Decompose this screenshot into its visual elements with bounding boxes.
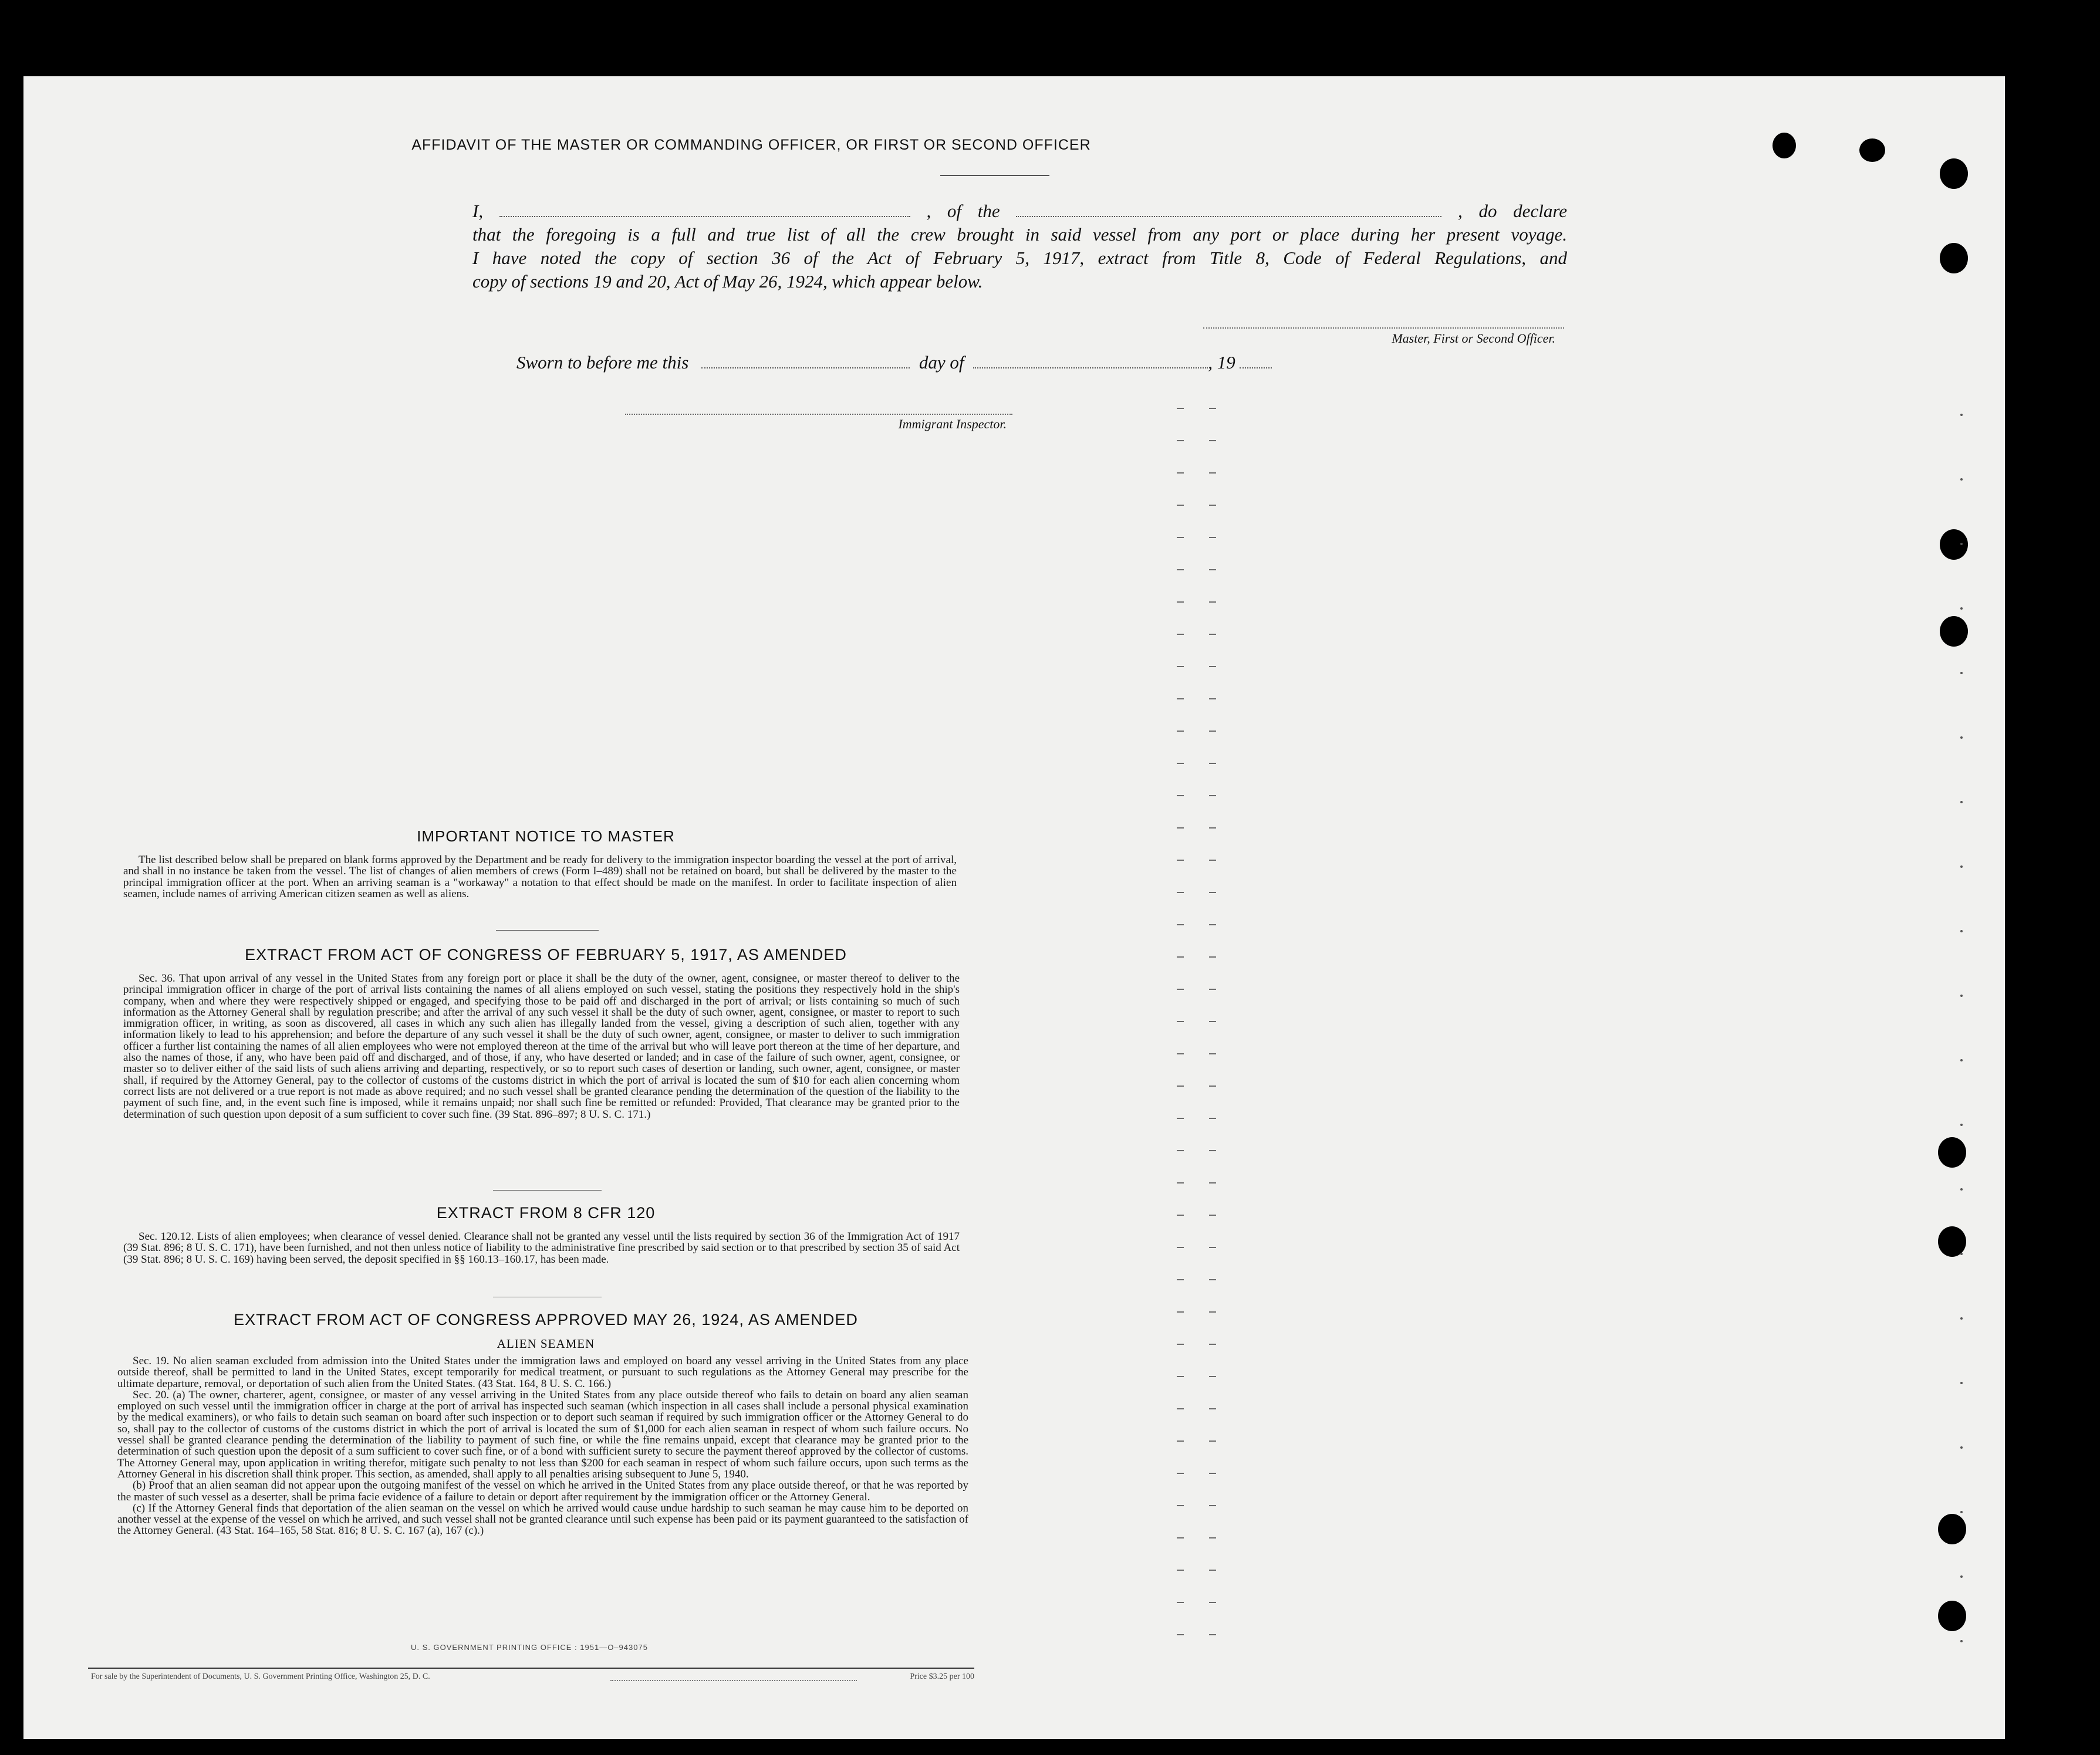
faint-tick-mark: [1209, 408, 1216, 409]
faint-dot-mark: [1960, 1575, 1963, 1578]
master-label: Master, First or Second Officer.: [1392, 331, 1555, 346]
extract-cfr-body: [123, 1231, 960, 1265]
faint-tick-mark: [1209, 601, 1216, 603]
faint-dot-mark: [1960, 672, 1963, 674]
sec-120-text: Sec. 120.12. Lists of alien employees; when clearance of vessel denied. Clearance shall not be granted any vessel until the lists required by section 36 of the Immigration Act of 1917 (39 Stat. 896; 8 U. S. C. 171), have been furnished, and not then unless notice of liability to the administrative fine prescribed by said section or to that prescribed by section 35 of said Act (39 Stat. 896; 8 U. S. C. 169) having been served, the deposit specified in §§ 160.13–160.17, has been made.: [123, 1230, 960, 1266]
faint-tick-mark: [1177, 1440, 1184, 1442]
faint-tick-mark: [1177, 698, 1184, 699]
faint-tick-mark: [1209, 1247, 1216, 1248]
faint-tick-mark: [1177, 1473, 1184, 1474]
faint-dot-mark: [1960, 1253, 1963, 1255]
faint-tick-mark: [1177, 1311, 1184, 1313]
faint-tick-mark: [1177, 1150, 1184, 1151]
faint-tick-mark: [1209, 1344, 1216, 1345]
faint-tick-mark: [1177, 924, 1184, 925]
footer-sale-text: For sale by the Superintendent of Documents, U. S. Government Printing Office, Washington 25, D. C.: [91, 1672, 430, 1681]
faint-tick-mark: [1177, 827, 1184, 829]
faint-dot-mark: [1960, 478, 1963, 481]
faint-dot-mark: [1960, 1059, 1963, 1061]
year-prefix: , 19: [1208, 352, 1235, 373]
faint-tick-mark: [1177, 1602, 1184, 1603]
faint-dot-mark: [1960, 1640, 1963, 1642]
faint-tick-mark: [1209, 731, 1216, 732]
punch-hole-4: [1940, 616, 1968, 647]
affidavit-title: AFFIDAVIT OF THE MASTER OR COMMANDING OFFICER, OR FIRST OR SECOND OFFICER: [411, 137, 1091, 153]
faint-dot-mark: [1960, 1446, 1963, 1449]
faint-dot-mark: [1960, 736, 1963, 739]
name-field[interactable]: [499, 203, 910, 217]
affidavit-line-2: that the foregoing is a full and true list of all the crew brought in said vessel from any port or place during her present voyage.: [472, 224, 1567, 245]
faint-tick-mark: [1177, 989, 1184, 990]
faint-tick-mark: [1209, 989, 1216, 990]
faint-tick-mark: [1209, 537, 1216, 538]
ink-blot-1: [1772, 133, 1796, 158]
sworn-text: Sworn to before me this: [516, 352, 689, 373]
footer-rule: [88, 1668, 974, 1669]
punch-hole-5: [1938, 1137, 1966, 1168]
faint-tick-mark: [1209, 1440, 1216, 1442]
faint-tick-mark: [1209, 1118, 1216, 1119]
faint-dot-mark: [1960, 995, 1963, 997]
faint-tick-mark: [1209, 440, 1216, 441]
affidavit-of-the: , of the: [926, 201, 1000, 221]
faint-tick-mark: [1177, 1086, 1184, 1087]
faint-tick-mark: [1209, 1570, 1216, 1571]
punch-hole-3: [1940, 529, 1968, 560]
day-of-text: day of: [919, 352, 964, 373]
alien-seamen-subtitle: ALIEN SEAMEN: [497, 1337, 595, 1351]
faint-tick-mark: [1177, 1344, 1184, 1345]
notice-title: IMPORTANT NOTICE TO MASTER: [417, 827, 675, 845]
faint-tick-mark: [1209, 1086, 1216, 1087]
printer-line: U. S. GOVERNMENT PRINTING OFFICE : 1951—O–943075: [411, 1643, 648, 1652]
punch-hole-8: [1938, 1601, 1966, 1631]
faint-dot-mark: [1960, 930, 1963, 932]
extract-cfr-title: EXTRACT FROM 8 CFR 120: [436, 1204, 656, 1222]
faint-tick-mark: [1177, 601, 1184, 603]
faint-tick-mark: [1177, 634, 1184, 635]
faint-tick-mark: [1209, 1182, 1216, 1183]
sec-20a-text: Sec. 20. (a) The owner, charterer, agent, consignee, or master of any vessel arriving in the United States from any place outside thereof who fails to detain on board any alien seaman employed on such vessel until the immigration officer in charge at the port of arrival has inspected such seaman (which inspection in all cases shall include a personal physical examination by the medical examiners), or who fails to detain such seaman on board after such inspection or to deport such seaman if required by such immigration officer or the Attorney General to do so, shall pay to the collector of customs of the customs district in which the port of arrival is located the sum of $1,000 for each alien seaman in respect of whom such failure occurs. No vessel shall be granted clearance pending the determination of the liability to payment of such fine, or while the fine remains unpaid, except that clearance may be granted prior to the determination of such question upon the deposit of a sum sufficient to cover such fine, or of a bond with sufficient surety to secure the payment thereof approved by the collector of customs. The Attorney General may, upon application in writing therefor, mitigate such penalty to not less than $200 for each seaman in respect of whom such failure occurs, upon such terms as the Attorney General in his discretion shall think proper. This section, as amended, shall apply to all penalties arising subsequent to June 5, 1940.: [117, 1388, 968, 1480]
footer-price: Price $3.25 per 100: [910, 1672, 974, 1681]
faint-tick-mark: [1177, 569, 1184, 570]
faint-tick-mark: [1209, 505, 1216, 506]
punch-hole-7: [1938, 1514, 1966, 1544]
faint-tick-mark: [1177, 892, 1184, 893]
faint-dot-mark: [1960, 1124, 1963, 1126]
faint-tick-mark: [1209, 924, 1216, 925]
faint-tick-mark: [1177, 1570, 1184, 1571]
faint-tick-mark: [1177, 408, 1184, 409]
faint-tick-mark: [1209, 763, 1216, 764]
faint-tick-mark: [1177, 1279, 1184, 1280]
sworn-month-field[interactable]: [973, 354, 1208, 368]
faint-tick-mark: [1177, 1021, 1184, 1022]
faint-tick-mark: [1177, 763, 1184, 764]
footer-dot-leader: [610, 1680, 857, 1681]
sec-20b-text: (b) Proof that an alien seaman did not appear upon the outgoing manifest of the vessel on which he arrived in the United States from any place outside thereof, or that he was reported by the master of such vessel as a deserter, shall be prima facie evidence of a failure to detain or deport after requirement by the immigration officer or the Attorney General.: [117, 1479, 968, 1503]
faint-tick-mark: [1177, 666, 1184, 667]
faint-tick-mark: [1209, 1150, 1216, 1151]
extract-1917-title: EXTRACT FROM ACT OF CONGRESS OF FEBRUARY 5, 1917, AS AMENDED: [245, 946, 847, 963]
faint-dot-mark: [1960, 1511, 1963, 1513]
faint-tick-mark: [1209, 1602, 1216, 1603]
faint-tick-mark: [1177, 1182, 1184, 1183]
inspector-signature-line[interactable]: [625, 414, 1012, 415]
faint-tick-mark: [1209, 1505, 1216, 1506]
faint-tick-mark: [1209, 1053, 1216, 1054]
faint-dot-mark: [1960, 414, 1963, 416]
faint-dot-mark: [1960, 1317, 1963, 1320]
faint-tick-mark: [1177, 860, 1184, 861]
faint-tick-mark: [1209, 472, 1216, 474]
affidavit-line-4: copy of sections 19 and 20, Act of May 26, 1924, which appear below.: [472, 271, 983, 292]
vessel-field[interactable]: [1016, 203, 1441, 217]
faint-tick-mark: [1177, 1215, 1184, 1216]
faint-tick-mark: [1209, 892, 1216, 893]
faint-dot-mark: [1960, 1188, 1963, 1191]
faint-tick-mark: [1177, 1634, 1184, 1635]
faint-tick-mark: [1209, 1376, 1216, 1377]
sworn-day-field[interactable]: [701, 354, 910, 368]
title-underline: [940, 175, 1049, 176]
faint-tick-mark: [1209, 1215, 1216, 1216]
faint-tick-mark: [1177, 1247, 1184, 1248]
extract-1924-body: [117, 1355, 968, 1537]
faint-tick-mark: [1209, 1473, 1216, 1474]
faint-tick-mark: [1209, 1634, 1216, 1635]
faint-tick-mark: [1209, 698, 1216, 699]
sec-36-text: Sec. 36. That upon arrival of any vessel in the United States from any foreign port or place it shall be the duty of the owner, agent, consignee, or master thereof to deliver to the principal immigration officer in charge of the port of arrival lists containing the names of all aliens employed on such vessel, stating the positions they respectively hold in the ship's company, when and where they were respectively shipped or engaged, and specifying those to be paid off and discharged in the port of arrival; or lists containing so much of such information as the Attorney General shall by regulation prescribe; and after the arrival of any such vessel it shall be the duty of such owner, agent, consignee, or master to report to such immigration officer, in writing, as soon as discovered, all cases in which any such alien has illegally landed from the vessel, giving a description of such alien, together with any information likely to lead to his apprehension; and before the departure of any such vessel it shall be the duty of such owner, agent, consignee, or master to deliver to such immigration officer a further list containing the names of all alien employees who were not employed thereon at the time of the arrival but who will leave port thereon at the time of her departure, and also the names of those, if any, who have been paid off and discharged, and of those, if any, who have deserted or landed; and in case of the failure of such owner, agent, consignee, or master so to deliver either of the said lists of such aliens arriving and departing, respectively, or so to report such cases of desertion or landing, such owner, agent, consignee, or master shall, if required by the Attorney General, pay to the collector of customs of the customs district in which the port of arrival is located the sum of $10 for each alien concerning whom correct lists are not delivered or a true report is not made as above required; and no such vessel shall be granted clearance pending the determination of the question of the liability to the payment of such fine, and, in the event such fine is imposed, while it remains unpaid; nor shall such fine be remitted or refunded: Provided, That clearance may be granted prior to the determination of such question upon deposit of a sum sufficient to cover such fine. (39 Stat. 896–897; 8 U. S. C. 171.): [123, 972, 960, 1121]
faint-dot-mark: [1960, 543, 1963, 545]
faint-tick-mark: [1177, 731, 1184, 732]
faint-tick-mark: [1209, 666, 1216, 667]
faint-tick-mark: [1209, 827, 1216, 829]
notice-body: [123, 854, 957, 900]
faint-tick-mark: [1177, 505, 1184, 506]
affidavit-line-3: I have noted the copy of section 36 of the Act of February 5, 1917, extract from Title 8, Code of Federal Regulations, and: [472, 248, 1567, 268]
extract-1924-title: EXTRACT FROM ACT OF CONGRESS APPROVED MAY 26, 1924, AS AMENDED: [234, 1311, 858, 1328]
ink-blot-2: [1859, 138, 1885, 162]
notice-text: The list described below shall be prepared on blank forms approved by the Department and be ready for delivery to the immigration inspector boarding the vessel at the port of arrival, and shall in no instance be taken from the vessel. The list of changes of alien members of crews (Form I–489) shall not be retained on board, but shall be delivered by the master to the principal immigration officer at the port. When an arriving seaman is a "workaway" a notation to that effect should be made on the manifest. In order to facilitate inspection of alien seamen, include names of arriving American citizen seamen as well as aliens.: [123, 854, 957, 900]
faint-dot-mark: [1960, 801, 1963, 803]
faint-tick-mark: [1177, 956, 1184, 958]
sec-20c-text: (c) If the Attorney General finds that deportation of the alien seaman on the vessel on which he arrived would cause undue hardship to such seaman he may cause him to be deported on another vessel at the expense of the vessel on which he arrived, and such vessel shall not be granted clearance until such expense has been paid or its payment guaranteed to the satisfaction of the Attorney General. (43 Stat. 164–165, 58 Stat. 816; 8 U. S. C. 167 (a), 167 (c).): [117, 1502, 968, 1537]
faint-dot-mark: [1960, 1382, 1963, 1384]
divider-2: [493, 1190, 602, 1191]
faint-tick-mark: [1209, 1311, 1216, 1313]
sworn-year-field[interactable]: [1240, 354, 1272, 368]
faint-tick-mark: [1209, 1021, 1216, 1022]
affidavit-line-1: [472, 199, 1567, 223]
punch-hole-1: [1940, 158, 1968, 189]
faint-tick-mark: [1209, 569, 1216, 570]
divider-1: [496, 930, 599, 931]
faint-dot-mark: [1960, 865, 1963, 868]
faint-tick-mark: [1209, 795, 1216, 796]
faint-tick-mark: [1177, 795, 1184, 796]
extract-1917-body: [123, 973, 960, 1120]
faint-tick-mark: [1209, 1537, 1216, 1538]
faint-tick-mark: [1209, 1279, 1216, 1280]
form-page: [23, 76, 2005, 1739]
faint-tick-mark: [1177, 1537, 1184, 1538]
sworn-line: [516, 352, 1272, 373]
faint-tick-mark: [1177, 1505, 1184, 1506]
master-signature-line[interactable]: [1203, 327, 1564, 329]
affidavit-i: I,: [472, 201, 484, 221]
affidavit-declare: , do declare: [1458, 201, 1567, 221]
faint-tick-mark: [1177, 1376, 1184, 1377]
faint-tick-mark: [1209, 860, 1216, 861]
faint-tick-mark: [1177, 1118, 1184, 1119]
faint-tick-mark: [1209, 634, 1216, 635]
punch-hole-2: [1940, 243, 1968, 273]
faint-tick-mark: [1209, 1408, 1216, 1409]
faint-tick-mark: [1177, 1408, 1184, 1409]
sec-19-text: Sec. 19. No alien seaman excluded from admission into the United States under the immigration laws and employed on board any vessel arriving in the United States from any place outside thereof, shall be permitted to land in the United States, except temporarily for medical treatment, or pursuant to such regulations as the Attorney General may prescribe for the ultimate departure, removal, or deportation of such alien from the United States. (43 Stat. 164, 8 U. S. C. 166.): [117, 1355, 968, 1390]
inspector-label: Immigrant Inspector.: [898, 417, 1007, 431]
faint-tick-mark: [1177, 440, 1184, 441]
faint-tick-mark: [1177, 537, 1184, 538]
faint-tick-mark: [1177, 1053, 1184, 1054]
faint-tick-mark: [1177, 472, 1184, 474]
faint-dot-mark: [1960, 607, 1963, 610]
faint-tick-mark: [1209, 956, 1216, 958]
